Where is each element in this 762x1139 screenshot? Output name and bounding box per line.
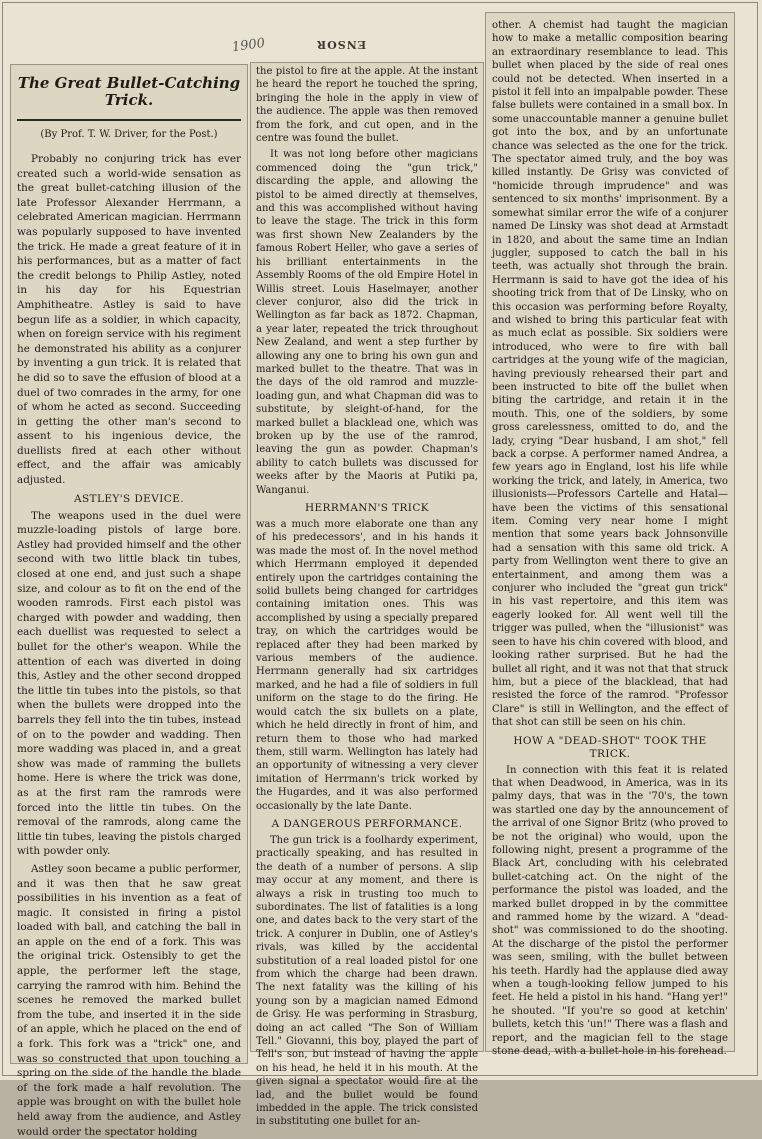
section-heading: ASTLEY'S DEVICE.	[73, 492, 184, 505]
paragraph: other. A chemist had taught the magician how to make a metallic composition bearing an extraordinary resemblance to lead. This bullet when placed by the side of real ones could not be detected. When inserted in a pistol it fell into an impalpable powder. These false bullets were contained in a small box. In some unaccountable manner a genuine bullet got into the box, and by an unfortunate chance was selected as the one for the trick. The spectator aimed truly, and the boy was killed instantly. De Grisy was convicted of "homicide through imprudence" and was sentenced to six months' imprisonment. By a somewhat similar error the wife of a conjurer named De Linsky was shot dead at Armstadt in 1820, and about the same time an Indian juggler, supposed to catch the ball in his teeth, was actually shot through the brain. Herrmann is said to have got the idea of his shooting trick from that of De Linsky, who on this occasion was performing before Royalty, and wished to bring this particular feat with as much eclat as possible. Six soldiers were introduced, who were to fire with ball cartridges at the young wife of the magician, having previously rehearsed their part and been instructed to bite off the bullet when biting the cartridge, and retain it in the mouth. This, one of the soldiers, by some gross carelessness, omitted to do, and the lady, crying "Dear husband, I am shot," fell back a corpse. A performer named Andrea, a few years ago in England, lost his life while working the trick, and lately, in America, two illusionists—Professors Cartelle and Hatal—have been the victims of this sensational item. Coming very near home I might mention that some years back Johnsonville had a sensation with this same old trick. A party from Wellington went there to give an entertainment, and among them was a conjurer who included the "great gun trick" in his vast repertoire, and this item was eagerly looked for. All went well till the trigger was pulled, when the "illusionist" was seen to have his chin covered with blood, and looking rather surprised. But he had the bullet all right, and it was not that that struck him, but a piece of the blacklead, that had resisted the force of the ramrod. "Professor Clare" is still in Wellington, and the effect of that shot can still be seen on his chin.	[492, 20, 728, 729]
paragraph: The gun trick is a foolhardy experiment, practically speaking, and has resulted in the death of a number of persons. A slip may occur at any moment, and there is always a risk in trusting too much to subordinates. The list of fatalities is a long one, and dates back to the very start of the trick. A conjurer in Dublin, one of Astley's rivals, was killed by the accidental substitution of a real loaded pistol for one from which the charge had been drawn. The next fatality was the killing of his young son by a magician named Edmond de Grisy. He was performing in Strasburg, doing an act called "The Son of William Tell." Giovanni, this boy, played the part of Tell's son, but instead of having the apple on his head, he held it in his mouth. At the given signal a spectator would fire at the lad, and the bullet would be found imbedded in the apple. The trick consisted in substituting one bullet for an-	[256, 834, 478, 1128]
clipping-column-1	[10, 64, 248, 1138]
article-byline: (By Prof. T. W. Driver, for the Post.)	[40, 129, 218, 140]
clipping-column-3	[485, 12, 735, 1058]
section-heading: A DANGEROUS PERFORMANCE.	[271, 817, 463, 830]
pencil-date-note: 1900	[231, 35, 266, 56]
title-rule	[17, 119, 241, 121]
section-heading: HERRMANN'S TRICK	[304, 502, 430, 514]
clipping-column-2	[250, 62, 484, 1128]
article-title: The Great Bullet-Catching Trick.	[17, 74, 241, 109]
section-heading: HOW A "DEAD-SHOT" TOOK THE TRICK.	[513, 734, 707, 760]
paragraph: Probably no conjuring trick has ever created such a world-wide sensation as the great bullet-catching illusion of the late Professor Alexander Herrmann, a celebrated American magician. Herrmann was popularly supposed to have invented the trick. He made a great feature of it in his performances, but as a matter of fact the credit belongs to Philip Astley, noted in his day for his Equestrian Amphitheatre. Astley is said to have begun life as a soldier, in which capacity, when on foreign service with his regiment he demonstrated his ability as a conjurer by inventing a gun trick. It is related that he did so to save the effusion of blood at a duel of two comrades in the army, for one of whom he acted as second. Succeeding in getting the other man's second to assent to his ingenious device, the duellists fired at each other without effect, and the affair was amicably adjusted.	[17, 153, 241, 487]
ensor-stamp: ENSOR	[316, 38, 367, 51]
paragraph: The weapons used in the duel were muzzle-loading pistols of large bore. Astley had provided himself and the other second with two little black tin tubes, closed at one end, and just such a shape size, and colour as to fit on the end of the wooden ramrods. First each pistol was charged with powder and wadding, then each duellist was requested to select a bullet for the other's weapon. While the attention of each was diverted in doing this, Astley and the other second dropped the little tin tubes into the pistols, so that when the bullets were dropped into the barrels they fell into the tin tubes, instead of on to the powder and wadding. Then more wadding was placed in, and a great show was made of ramming the bullets home. Here is where the trick was done, as at the first ram the ramrods were forced into the little tin tubes. On the removal of the ramrods, along came the little tin tubes, leaving the pistols charged with powder only.	[17, 509, 241, 858]
paragraph: the pistol to fire at the apple. At the instant he heard the report he touched the spring, bringing the hole in the apply in view of the audience. The apple was then removed from the fork, and cut open, and in the centre was found the bullet.	[256, 66, 478, 145]
paragraph: Astley soon became a public performer, and it was then that he saw great possibilities in his invention as a feat of magic. It consisted in firing a pistol loaded with ball, and catching the ball in an apple on the end of a fork. This was the original trick. Ostensibly to get the apple, the performer left the stage, carrying the ramrod with him. Behind the scenes he removed the marked bullet from the tube, and inserted it in the side of an apple, which he placed on the end of a fork. This fork was a "trick" one, and was so constructed that upon touching a spring on the side of the handle the blade of the fork made a half revolution. The apple was brought on with the bullet hole held away from the audience, and Astley would order the spectator holding	[17, 862, 241, 1138]
paragraph: It was not long before other magicians commenced doing the "gun trick," discarding the apple, and allowing the pistol to be aimed directly at themselves, and this was accomplished without having to leave the stage. The trick in this form was first shown New Zealanders by the famous Robert Heller, who gave a series of his brilliant entertainments in the Assembly Rooms of the old Empire Hotel in Willis street. Louis Haselmayer, another clever conjuror, also did the trick in Wellington as far back as 1872. Chapman, a year later, repeated the trick throughout New Zealand, and went a step further by allowing any one to bring his own gun and marked bullet to the theatre. That was in the days of the old ramrod and muzzle-loading gun, and what Chapman did was to substitute, by sleight-of-hand, for the marked bullet a blacklead one, which was broken up by the use of the ramrod, leaving the gun as powder. Chapman's ability to catch bullets was discussed for weeks after by the Maoris at Putiki pa, Wanganui.	[256, 149, 478, 496]
paragraph: In connection with this feat it is related that when Deadwood, in America, was in its palmy days, that was in the '70's, the town was startled one day by the announcement of the arrival of one Signor Britz (who proved to be not the original) who would, upon the following night, present a programme of the Black Art, concluding with his celebrated bullet-catching act. On the night of the performance the pistol was loaded, and the marked bullet dropped in by the committee and rammed home by the wizard. A "dead-shot" was commissioned to do the shooting. At the discharge of the pistol the performer was seen, smiling, with the bullet between his teeth. Hardly had the applause died away when a tough-looking fellow jumped to his feet. He held a pistol in his hand. "Hang yer!" he shouted. "If you're so good at ketchin' bullets, ketch this 'un!" There was a flash and report, and the magician fell to the stage stone dead, with a bullet-hole in his forehead.	[492, 764, 728, 1058]
paragraph: was a much more elaborate one than any of his predecessors', and in his hands it was made the most of. In the novel method which Herrmann employed it depended entirely upon the cartridges containing the solid bullets being changed for cartridges containing imitation ones. This was accomplished by using a specially prepared tray, on which the cartridges would be replaced after they had been marked by various members of the audience. Herrmann generally had six cartridges marked, and he had a file of soldiers in full uniform on the stage to do the firing. He would catch the six bullets on a plate, which he held directly in front of him, and return them to those who had marked them, still warm. Wellington has lately had an opportunity of witnessing a very clever imitation of Herrmann's trick worked by the Hugardes, and it was also performed occasionally by the late Dante.	[256, 519, 478, 812]
